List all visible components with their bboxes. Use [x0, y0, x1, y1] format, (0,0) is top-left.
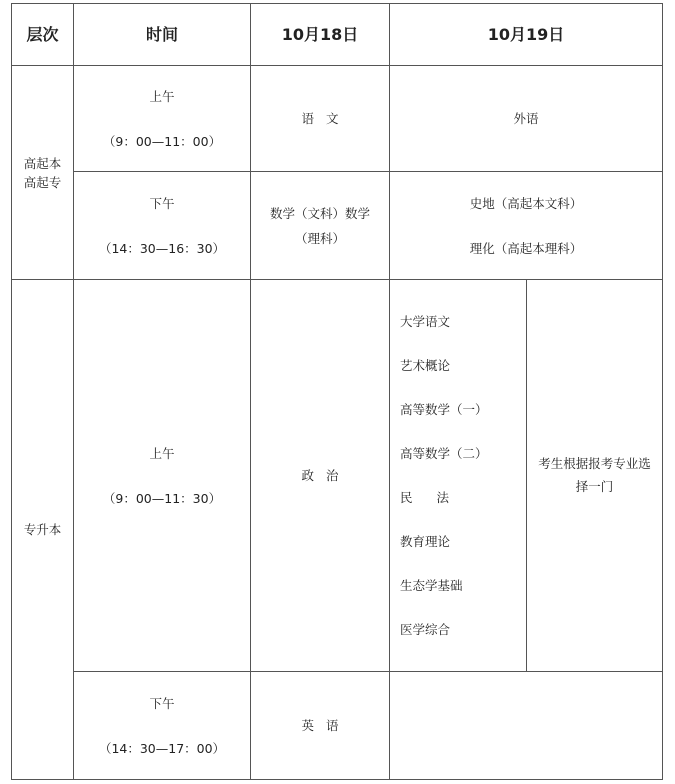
- list-item: 高等数学（二）: [400, 446, 488, 461]
- gaoqi-afternoon-day1: 数学（文科）数学 （理科）: [251, 172, 390, 280]
- list-item: 教育理论: [400, 534, 451, 549]
- header-time: 时间: [74, 4, 251, 66]
- gaoqi-morning-time: [74, 66, 251, 172]
- header-day2: 10月19日: [390, 4, 663, 66]
- choice-note: 考生根据报考专业选择一门: [538, 456, 651, 494]
- list-item: 艺术概论: [400, 358, 451, 373]
- subject-list-cell: [390, 280, 527, 672]
- zhuansheng-afternoon-day2: [390, 672, 663, 780]
- time-range: （14：30—17：00）: [98, 740, 226, 756]
- time-range: （9：00—11：00）: [102, 133, 222, 149]
- gaoqi-morning-row: [12, 66, 663, 172]
- level-gaoqizhuan: 高起专: [23, 174, 62, 190]
- exam-schedule-table: [11, 3, 663, 780]
- level-zhuanshengben: 专升本: [12, 280, 74, 780]
- time-range: （9：00—11：30）: [102, 490, 222, 506]
- list-item: 医学综合: [400, 622, 451, 637]
- list-item: 民法: [400, 490, 474, 505]
- gaoqi-afternoon-time: [74, 172, 251, 280]
- zhuansheng-afternoon-day1: 英语: [251, 672, 390, 780]
- subject-list: [390, 314, 526, 637]
- period-label: 下午: [149, 695, 175, 711]
- header-row: [12, 4, 663, 66]
- gaoqi-afternoon-row: [12, 172, 663, 280]
- zhuansheng-morning-row: [12, 280, 663, 672]
- period-label: 下午: [149, 195, 175, 211]
- header-level: 层次: [12, 4, 74, 66]
- zhuansheng-afternoon-row: [12, 672, 663, 780]
- list-item: 高等数学（一）: [400, 402, 488, 417]
- level-gaoqi: [12, 66, 74, 280]
- period-label: 上午: [149, 445, 175, 461]
- header-day1: 10月18日: [251, 4, 390, 66]
- level-gaoqiben: 高起本: [23, 155, 62, 171]
- gaoqi-afternoon-day2: 史地（高起本文科） 理化（高起本理科）: [390, 172, 663, 280]
- choice-note-cell: [527, 280, 663, 672]
- list-item: 生态学基础: [400, 578, 463, 593]
- gaoqi-morning-day1: 语文: [251, 66, 390, 172]
- zhuansheng-morning-time: [74, 280, 251, 672]
- period-label: 上午: [149, 88, 175, 104]
- zhuansheng-afternoon-time: [74, 672, 251, 780]
- time-range: （14：30—16：30）: [98, 240, 226, 256]
- zhuansheng-morning-day1: 政治: [251, 280, 390, 672]
- list-item: 大学语文: [400, 314, 451, 329]
- gaoqi-morning-day2: 外语: [390, 66, 663, 172]
